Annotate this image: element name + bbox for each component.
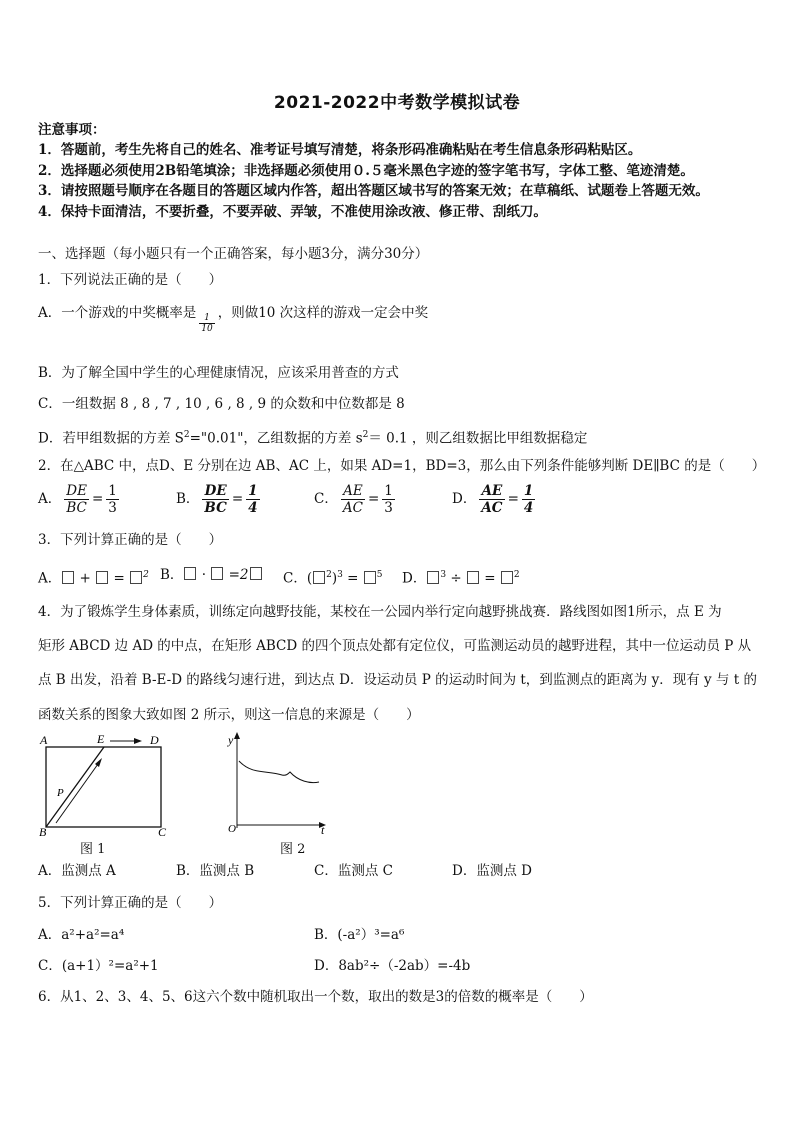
- label-y: y: [228, 733, 234, 747]
- option-label: A．: [38, 491, 62, 507]
- fraction-numerator: AE: [479, 483, 504, 500]
- q4-option-d: D．监测点 D: [452, 863, 532, 879]
- q6-stem: 6．从1、2、3、4、5、6这六个数中随机取出一个数，取出的数是3的倍数的概率是（ ）: [38, 989, 593, 1005]
- superscript: 2: [143, 570, 149, 580]
- q4-option-a: A．监测点 A: [38, 863, 116, 879]
- operator: ·: [201, 567, 207, 583]
- q4-line-2: 矩形 ABCD 边 AD 的中点，在矩形 ABCD 的四个顶点处都有定位仪，可监测运动员的越野进程，其中一位运动员 P 从: [38, 638, 752, 654]
- fraction: [202, 483, 228, 516]
- placeholder-box: [184, 567, 196, 580]
- superscript: 5: [376, 570, 383, 580]
- option-label: C．: [314, 491, 338, 507]
- q3-option-a: [38, 566, 149, 588]
- label-origin: O: [228, 823, 236, 835]
- superscript: 2: [362, 430, 369, 440]
- fraction-denominator: AC: [342, 500, 363, 516]
- option-label: B．: [176, 491, 200, 507]
- q5-option-b: B．(-a²）³=a⁶: [314, 927, 405, 943]
- q2-stem: 2．在△ABC 中，点D、E 分别在边 AB、AC 上，如果 AD=1，BD=3，那么由下列条件能够判断 DE∥BC 的是（ ）: [38, 458, 766, 474]
- fraction: [341, 483, 365, 516]
- placeholder-box: [96, 571, 108, 584]
- superscript: 2: [183, 430, 190, 440]
- q1-option-d: [38, 426, 587, 448]
- q4-option-b: B．监测点 B: [176, 863, 255, 879]
- option-label: D．: [452, 491, 477, 507]
- function-curve: [239, 761, 319, 783]
- q2-option-d: D． $\frac{AE}{AC}$ = $\frac{1}{4}$: [452, 483, 534, 516]
- q4-line-1: 4．为了锻炼学生身体素质，训练定向越野技能，某校在一公园内举行定向越野挑战赛．路线图如图1所示，点 E 为: [38, 604, 722, 620]
- operator: =: [347, 570, 359, 587]
- q2-option-a: A． $\frac{DE}{BC}$ = $\frac{1}{3}$: [38, 483, 117, 516]
- q1-stem: 1．下列说法正确的是（ ）: [38, 272, 223, 288]
- q5-option-a: A．a²+a²=a⁴: [38, 927, 125, 943]
- q1-option-a: [38, 304, 428, 334]
- placeholder-box: [501, 571, 513, 584]
- q1-option-a-pre: A．一个游戏的中奖概率是: [38, 305, 197, 321]
- label-p: P: [57, 787, 64, 799]
- placeholder-box: [467, 571, 479, 584]
- q5-option-c: C．(a+1）²=a²+1: [38, 958, 159, 974]
- option-label: C．: [283, 570, 307, 587]
- label-a: A: [40, 733, 48, 747]
- placeholder-box: [364, 571, 376, 584]
- figure-2-caption: 图 2: [280, 842, 306, 857]
- q5-option-d: D．8ab²÷（-2ab）=-4b: [314, 958, 471, 974]
- q3-stem: 3．下列计算正确的是（ ）: [38, 532, 223, 548]
- q2-option-c: C． $\frac{AE}{AC}$ = $\frac{1}{3}$: [314, 483, 393, 516]
- q3-option-d: [402, 566, 520, 588]
- option-label: D．: [402, 570, 427, 587]
- superscript: 3: [337, 570, 343, 580]
- operator: =: [484, 570, 496, 587]
- option-label: A．: [38, 570, 62, 587]
- q1-option-c: C．一组数据 8 , 8 , 7 , 10 , 6 , 8 , 9 的众数和中位数都是 8: [38, 396, 405, 412]
- fraction-denominator: 3: [384, 500, 393, 516]
- option-label: B．: [160, 567, 184, 583]
- fraction: [522, 483, 535, 516]
- q1-option-d-pre: D．若甲组数据的方差 S: [38, 430, 184, 447]
- q3-option-b: [160, 566, 263, 584]
- route-arrowhead: [134, 738, 142, 744]
- fraction-denominator: 10: [201, 324, 213, 334]
- q1-option-d-mid: ="0.01"，乙组数据的方差 s: [189, 430, 363, 447]
- figure-1-caption: 图 1: [80, 842, 106, 857]
- operator: +: [79, 570, 91, 587]
- figure-2-function-graph: [222, 728, 332, 838]
- superscript: 2: [513, 570, 520, 580]
- page-title: 2021-2022中考数学模拟试卷: [273, 93, 521, 113]
- notice-item-1: 1．答题前，考生先将自己的姓名、准考证号填写清楚，将条形码准确粘贴在考生信息条形码粘贴区。: [38, 142, 642, 158]
- placeholder-box: [211, 567, 223, 580]
- label-c: C: [158, 825, 167, 838]
- notice-item-2: 2．选择题必须使用2B铅笔填涂；非选择题必须使用０.５毫米黑色字迹的签字笔书写，字体工整、笔迹清楚。: [38, 163, 694, 179]
- placeholder-box: [313, 571, 325, 584]
- q4-line-4: 函数关系的图象大致如图 2 所示，则这一信息的来源是（ ）: [38, 707, 420, 723]
- q4-line-3: 点 B 出发，沿着 B-E-D 的路线匀速行进，到达点 D．设运动员 P 的运动时间为 t，到监测点的距离为 y．现有 y 与 t 的: [38, 672, 757, 688]
- superscript: 2: [326, 570, 332, 580]
- label-d: D: [150, 733, 159, 747]
- fraction: [246, 483, 259, 516]
- fraction-denominator: 4: [523, 500, 534, 516]
- label-b: B: [39, 825, 47, 838]
- placeholder-box: [130, 571, 142, 584]
- label-t: t: [321, 823, 325, 837]
- fraction-numerator: 1: [523, 483, 534, 499]
- fraction-denominator: AC: [481, 500, 503, 516]
- fraction: [479, 483, 504, 516]
- q3-option-c: C．( $^2$)$^3$ = $^5$: [283, 570, 383, 587]
- q1-option-d-post: ＝ 0.1 ，则乙组数据比甲组数据稳定: [368, 430, 588, 447]
- notice-item-3: 3．请按照题号顺序在各题目的答题区域内作答，超出答题区域书写的答案无效；在草稿纸、试题卷上答题无效。: [38, 183, 709, 199]
- route-arrowhead: [95, 758, 102, 767]
- operator: ÷: [450, 570, 462, 587]
- segment-be: [46, 747, 104, 827]
- fraction-denominator: 3: [108, 500, 117, 516]
- placeholder-box: [427, 571, 439, 584]
- fraction-numerator: 1: [384, 483, 393, 499]
- fraction-numerator: 1: [108, 483, 117, 499]
- fraction-numerator: AE: [341, 483, 365, 500]
- operator: =: [113, 570, 125, 587]
- notice-heading: 注意事项：: [38, 122, 106, 138]
- fraction-numerator: DE: [202, 483, 228, 500]
- q1-option-a-post: ，则做10 次这样的游戏一定会中奖: [217, 305, 429, 321]
- fraction-denominator: 4: [248, 500, 258, 516]
- superscript: 3: [440, 570, 447, 580]
- fraction-numerator: 1: [248, 483, 258, 499]
- section-heading: 一、选择题（每小题只有一个正确答案，每小题3分，满分30分）: [38, 246, 429, 262]
- q2-option-b: B． $\frac{DE}{BC}$ = $\frac{1}{4}$: [176, 483, 258, 516]
- placeholder-box: [62, 571, 74, 584]
- figure-1-rectangle-route: [36, 728, 176, 838]
- q1-option-b: B．为了解全国中学生的心理健康情况，应该采用普查的方式: [38, 365, 399, 381]
- notice-item-4: 4．保持卡面清洁，不要折叠，不要弄破、弄皱，不准使用涂改液、修正带、刮纸刀。: [38, 204, 547, 220]
- fraction-denominator: BC: [66, 500, 87, 516]
- fraction: [382, 483, 395, 516]
- y-axis-arrow: [234, 732, 240, 739]
- fraction-denominator: BC: [204, 500, 227, 516]
- q5-stem: 5．下列计算正确的是（ ）: [38, 895, 223, 911]
- fraction: [106, 483, 119, 516]
- placeholder-box: [250, 567, 262, 580]
- fraction: [64, 483, 89, 516]
- fraction-numerator: 1: [199, 313, 214, 324]
- q4-option-c: C．监测点 C: [314, 863, 393, 879]
- q1-option-a-fraction: [199, 313, 214, 334]
- operator: =2: [228, 567, 249, 583]
- fraction-numerator: DE: [66, 483, 87, 499]
- label-e: E: [97, 732, 105, 746]
